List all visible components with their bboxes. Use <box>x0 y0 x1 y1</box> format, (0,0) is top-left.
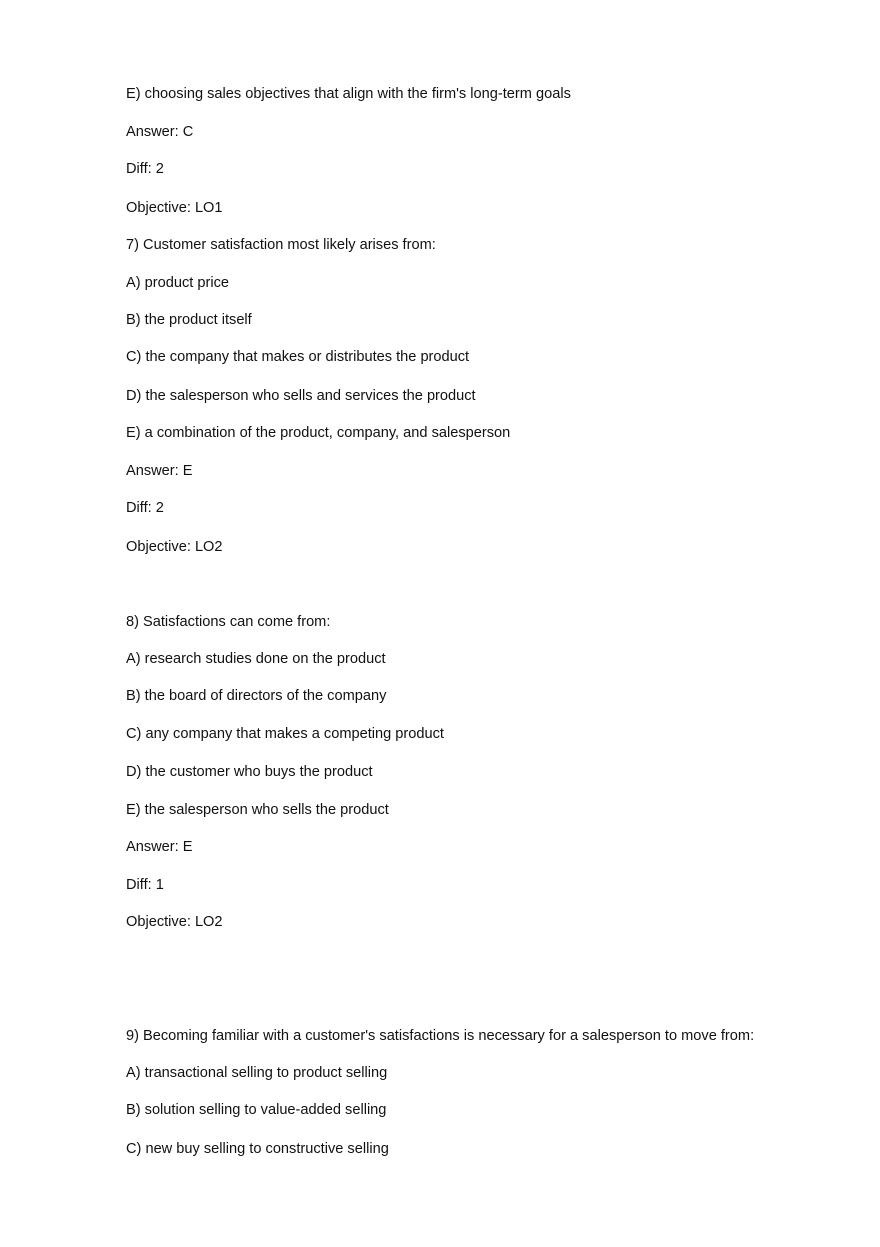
q6-difficulty: Diff: 2 <box>126 161 164 177</box>
q8-option-c: C) any company that makes a competing product <box>126 726 444 742</box>
q8-objective: Objective: LO2 <box>126 914 223 930</box>
q8-option-d: D) the customer who buys the product <box>126 764 373 780</box>
q6-option-e: E) choosing sales objectives that align with the firm's long-term goals <box>126 86 571 102</box>
q7-question: 7) Customer satisfaction most likely arises from: <box>126 237 436 253</box>
q8-option-e: E) the salesperson who sells the product <box>126 802 389 818</box>
q8-option-a: A) research studies done on the product <box>126 651 386 667</box>
q6-objective: Objective: LO1 <box>126 200 223 216</box>
q8-difficulty: Diff: 1 <box>126 877 164 893</box>
q9-option-a: A) transactional selling to product selling <box>126 1065 388 1081</box>
q9-question: 9) Becoming familiar with a customer's satisfactions is necessary for a salesperson to move from: <box>126 1028 755 1044</box>
q7-objective: Objective: LO2 <box>126 539 223 555</box>
q9-option-b: B) solution selling to value-added selling <box>126 1102 387 1118</box>
q7-answer: Answer: E <box>126 463 193 479</box>
q9-option-c: C) new buy selling to constructive selling <box>126 1141 389 1157</box>
q6-answer: Answer: C <box>126 124 194 140</box>
q7-option-a: A) product price <box>126 275 230 291</box>
q7-option-d: D) the salesperson who sells and services the product <box>126 388 476 404</box>
q7-option-b: B) the product itself <box>126 312 252 328</box>
q7-option-e: E) a combination of the product, company, and salesperson <box>126 425 511 441</box>
q8-question: 8) Satisfactions can come from: <box>126 614 331 630</box>
q8-option-b: B) the board of directors of the company <box>126 688 387 704</box>
q7-option-c: C) the company that makes or distributes the product <box>126 349 470 365</box>
q8-answer: Answer: E <box>126 839 193 855</box>
q7-difficulty: Diff: 2 <box>126 500 164 516</box>
